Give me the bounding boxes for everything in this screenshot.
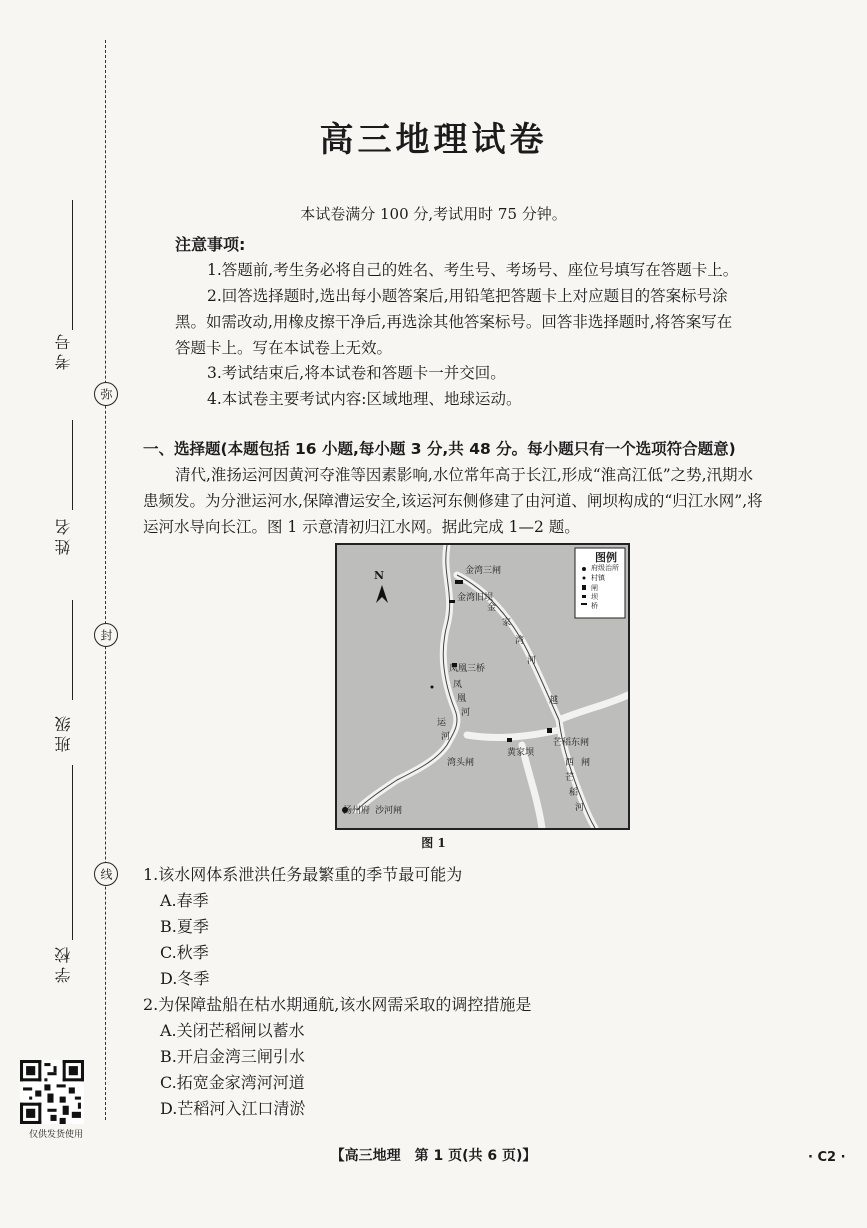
map-label-he-3: 河 <box>461 708 471 718</box>
map-label-jinwan-sanzha: 金湾三闸 <box>465 566 502 576</box>
school-label: 学校 <box>54 943 73 983</box>
legend-item-village: 村镇 <box>591 574 605 582</box>
map-label-yue: 越 <box>549 696 559 706</box>
map-label-fenghuang-sanqiao: 凤凰三桥 <box>449 664 486 674</box>
qr-code-icon <box>20 1060 84 1124</box>
map-label-wan: 湾 <box>515 636 525 646</box>
question-2-option-c: C.拓宽金家湾河河道 <box>160 1073 305 1092</box>
map-label-yun: 运 <box>437 718 447 728</box>
name-label: 姓名 <box>54 515 73 555</box>
waterway-map <box>337 545 628 828</box>
seal-xian: 线 <box>94 862 118 886</box>
north-arrow-icon <box>376 585 388 603</box>
map-label-xi: 西 <box>565 758 575 768</box>
class-line <box>72 600 73 700</box>
map-label-feng: 凤 <box>453 680 463 690</box>
canal-river <box>357 545 457 810</box>
page-footer: 【高三地理 第 1 页(共 6 页)】 <box>330 1148 537 1164</box>
map-label-he-2: 河 <box>527 656 537 666</box>
question-1-option-a: A.春季 <box>160 891 209 910</box>
map-label-jia: 家 <box>502 618 512 628</box>
seal-mi: 弥 <box>94 382 118 406</box>
exam-info: 本试卷满分 100 分,考试用时 75 分钟。 <box>300 205 567 223</box>
question-2-option-d: D.芒稻河入江口清淤 <box>160 1099 306 1118</box>
map-label-jin: 金 <box>487 603 497 613</box>
north-label: N <box>374 569 385 582</box>
map-label-huang: 凰 <box>457 694 467 704</box>
section-heading: 一、选择题(本题包括 16 小题,每小题 3 分,共 48 分。每小题只有一个选项符合题意) <box>143 440 736 458</box>
page-title: 高三地理试卷 <box>319 120 548 160</box>
intro-line-3: 运河水导向长江。图 1 示意清初归江水网。据此完成 1—2 题。 <box>143 518 580 536</box>
question-2-option-b: B.开启金湾三闸引水 <box>160 1047 305 1066</box>
map-label-mang: 芒 <box>565 773 575 783</box>
map-label-dao: 稻 <box>569 788 579 798</box>
legend-item-dam: 坝 <box>591 593 598 601</box>
map-label-he-1: 河 <box>575 803 585 813</box>
name-line <box>72 420 73 510</box>
question-1-option-d: D.冬季 <box>160 969 210 988</box>
notice-line-4: 答题卡上。写在本试卷上无效。 <box>175 339 393 357</box>
map-label-yangzhoufu: 扬州府 <box>343 806 371 816</box>
notice-line-6: 4.本试卷主要考试内容:区域地理、地球运动。 <box>207 390 522 408</box>
map-label-huangjia-ba: 黄家坝 <box>507 748 535 758</box>
exam-number-label: 考号 <box>54 330 73 370</box>
binding-dashed-line <box>105 40 106 1120</box>
question-1-option-b: B.夏季 <box>160 917 209 936</box>
notice-title: 注意事项: <box>175 235 246 254</box>
legend-item-gate: 闸 <box>591 584 598 592</box>
map-label-shahe-zha: 沙河闸 <box>375 806 403 816</box>
question-1-stem: 1.该水网体系泄洪任务最繁重的季节最可能为 <box>143 865 463 884</box>
map-figure <box>335 543 630 830</box>
paper-code: · C2 · <box>808 1150 846 1165</box>
notice-line-5: 3.考试结束后,将本试卷和答题卡一并交回。 <box>207 364 506 382</box>
legend-item-bridge: 桥 <box>591 602 598 610</box>
class-label: 班级 <box>54 712 73 752</box>
school-line <box>72 765 73 940</box>
question-2-stem: 2.为保障盐船在枯水期通航,该水网需采取的调控措施是 <box>143 995 532 1014</box>
seal-feng: 封 <box>94 623 118 647</box>
figure-caption: 图 1 <box>421 836 446 850</box>
intro-line-2: 患频发。为分泄运河水,保障漕运安全,该运河东侧修建了由河道、闸坝构成的“归江水网”,将 <box>143 492 763 510</box>
map-label-zha: 闸 <box>581 758 591 768</box>
river-east <box>559 695 628 720</box>
intro-line-1: 清代,淮扬运河因黄河夺淮等因素影响,水位常年高于长江,形成“淮高江低”之势,汛期水 <box>175 466 754 484</box>
river-south <box>467 730 559 737</box>
notice-line-2: 2.回答选择题时,选出每小题答案后,用铅笔把答题卡上对应题目的答案标号涂 <box>207 287 728 305</box>
map-label-wantou-zha: 湾头闸 <box>447 758 475 768</box>
map-label-mangdao-dongzha: 芒稻东闸 <box>553 738 590 748</box>
legend-item-prefecture: 府级治所 <box>591 564 619 572</box>
question-1-option-c: C.秋季 <box>160 943 209 962</box>
qr-note: 仅供发货使用 <box>28 1130 83 1140</box>
map-label-he-4: 河 <box>441 732 451 742</box>
question-2-option-a: A.关闭芒稻闸以蓄水 <box>160 1021 305 1040</box>
notice-line-3: 黑。如需改动,用橡皮擦干净后,再选涂其他答案标号。回答非选择题时,将答案写在 <box>175 313 733 331</box>
map-label-jinwan-jiuba: 金湾旧坝 <box>457 593 494 603</box>
notice-line-1: 1.答题前,考生务必将自己的姓名、考生号、考场号、座位号填写在答题卡上。 <box>207 261 739 279</box>
legend-title: 图例 <box>595 551 617 564</box>
